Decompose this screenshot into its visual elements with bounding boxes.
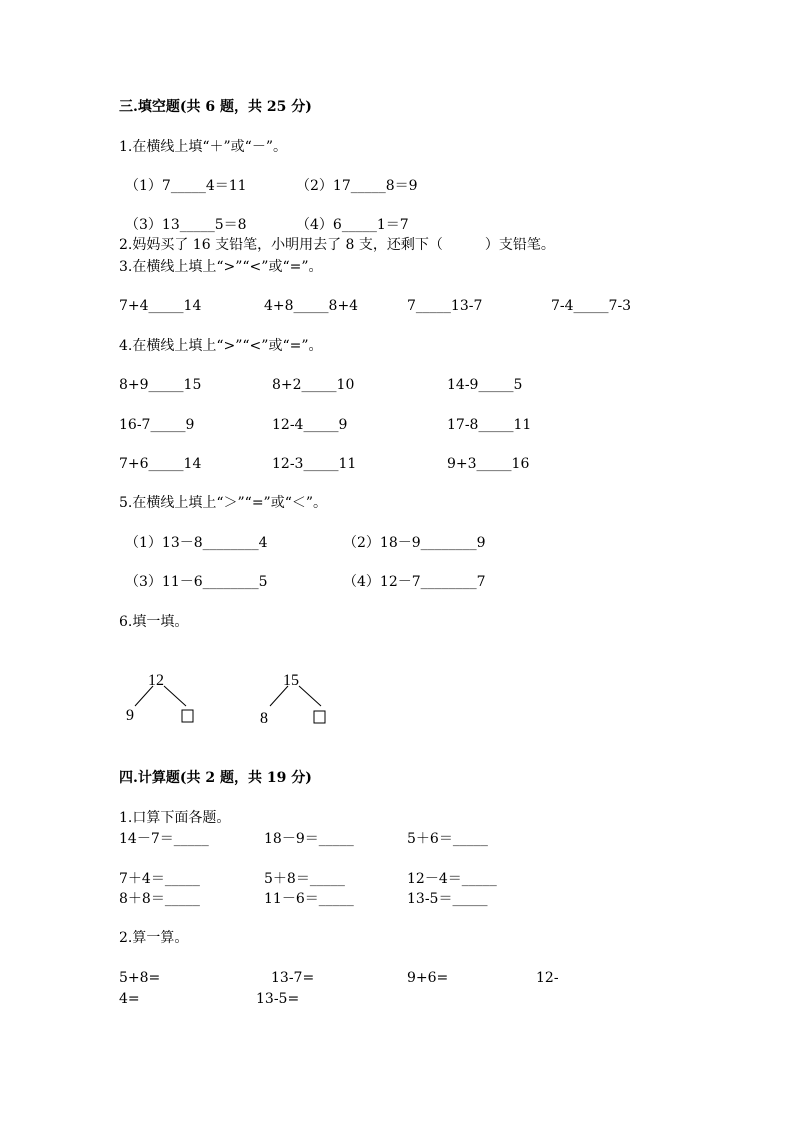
tree-top-number: 12 (148, 672, 164, 689)
q5-prompt: 5.在横线上填上“＞”“=”或“＜”。 (119, 495, 328, 511)
q1-item: （4）6_____1＝7 (296, 217, 409, 233)
q1-prompt: 1.在横线上填“＋”或“－”。 (119, 139, 287, 155)
q3-item: 7-4_____7-3 (551, 298, 632, 314)
q4-item: 12-3_____11 (272, 456, 357, 472)
calc-item: 7＋4＝_____ (119, 871, 200, 887)
answer-box (314, 711, 325, 723)
q4-item: 8+9_____15 (119, 377, 202, 393)
calc-item: 13-5= (256, 991, 300, 1007)
q3-item: 4+8_____8+4 (264, 298, 359, 314)
calc-item: 4= (119, 991, 140, 1007)
calc-item: 5+8= (119, 970, 161, 986)
q1-item: （2）17_____8＝9 (296, 178, 418, 194)
calc-item: 5＋6＝_____ (407, 831, 488, 847)
number-tree (255, 665, 355, 730)
calc-item: 12－4＝_____ (407, 871, 497, 887)
q4-item: 17-8_____11 (447, 417, 532, 433)
number-tree (120, 665, 220, 730)
q4-item: 9+3_____16 (447, 456, 530, 472)
calc-q2-prompt: 2.算一算。 (119, 930, 189, 946)
q5-item: （3）11－6________5 (125, 574, 268, 590)
calc-item: 13-7= (271, 970, 315, 986)
q4-prompt: 4.在横线上填上“>”“<”或“=”。 (119, 338, 323, 354)
calc-item: 11－6＝_____ (264, 891, 354, 907)
tree-top-number: 15 (283, 672, 299, 689)
q4-item: 16-7_____9 (119, 417, 195, 433)
q4-item: 8+2_____10 (272, 377, 355, 393)
tree-left-number: 8 (260, 710, 268, 727)
calc-item: 12- (536, 970, 559, 986)
calc-item: 5＋8＝_____ (264, 871, 345, 887)
q4-item: 7+6_____14 (119, 456, 202, 472)
calc-item: 13-5＝_____ (407, 891, 488, 907)
q5-item: （4）12－7________7 (343, 574, 486, 590)
q5-item: （1）13－8________4 (125, 535, 268, 551)
calc-item: 18－9＝_____ (264, 831, 354, 847)
calc-q1-prompt: 1.口算下面各题。 (119, 810, 231, 826)
section-4-title: 四.计算题(共 2 题，共 19 分) (119, 770, 312, 786)
section-3-title: 三.填空题(共 6 题，共 25 分) (119, 99, 312, 115)
q6-prompt: 6.填一填。 (119, 614, 189, 630)
q3-item: 7_____13-7 (407, 298, 483, 314)
answer-box (182, 710, 193, 722)
q4-item: 12-4_____9 (272, 417, 348, 433)
calc-item: 9+6= (407, 970, 449, 986)
q5-item: （2）18－9________9 (343, 535, 486, 551)
calc-item: 8＋8＝_____ (119, 891, 200, 907)
q4-item: 14-9_____5 (447, 377, 523, 393)
q2-prompt: 2.妈妈买了 16 支铅笔，小明用去了 8 支，还剩下（ ）支铅笔。 (119, 237, 555, 253)
q1-item: （1）7_____4＝11 (125, 178, 247, 194)
calc-item: 14－7＝_____ (119, 831, 209, 847)
tree-left-number: 9 (126, 707, 134, 724)
q3-prompt: 3.在横线上填上“>”“<”或“=”。 (119, 259, 323, 275)
q3-item: 7+4_____14 (119, 298, 202, 314)
q1-item: （3）13_____5＝8 (125, 217, 247, 233)
